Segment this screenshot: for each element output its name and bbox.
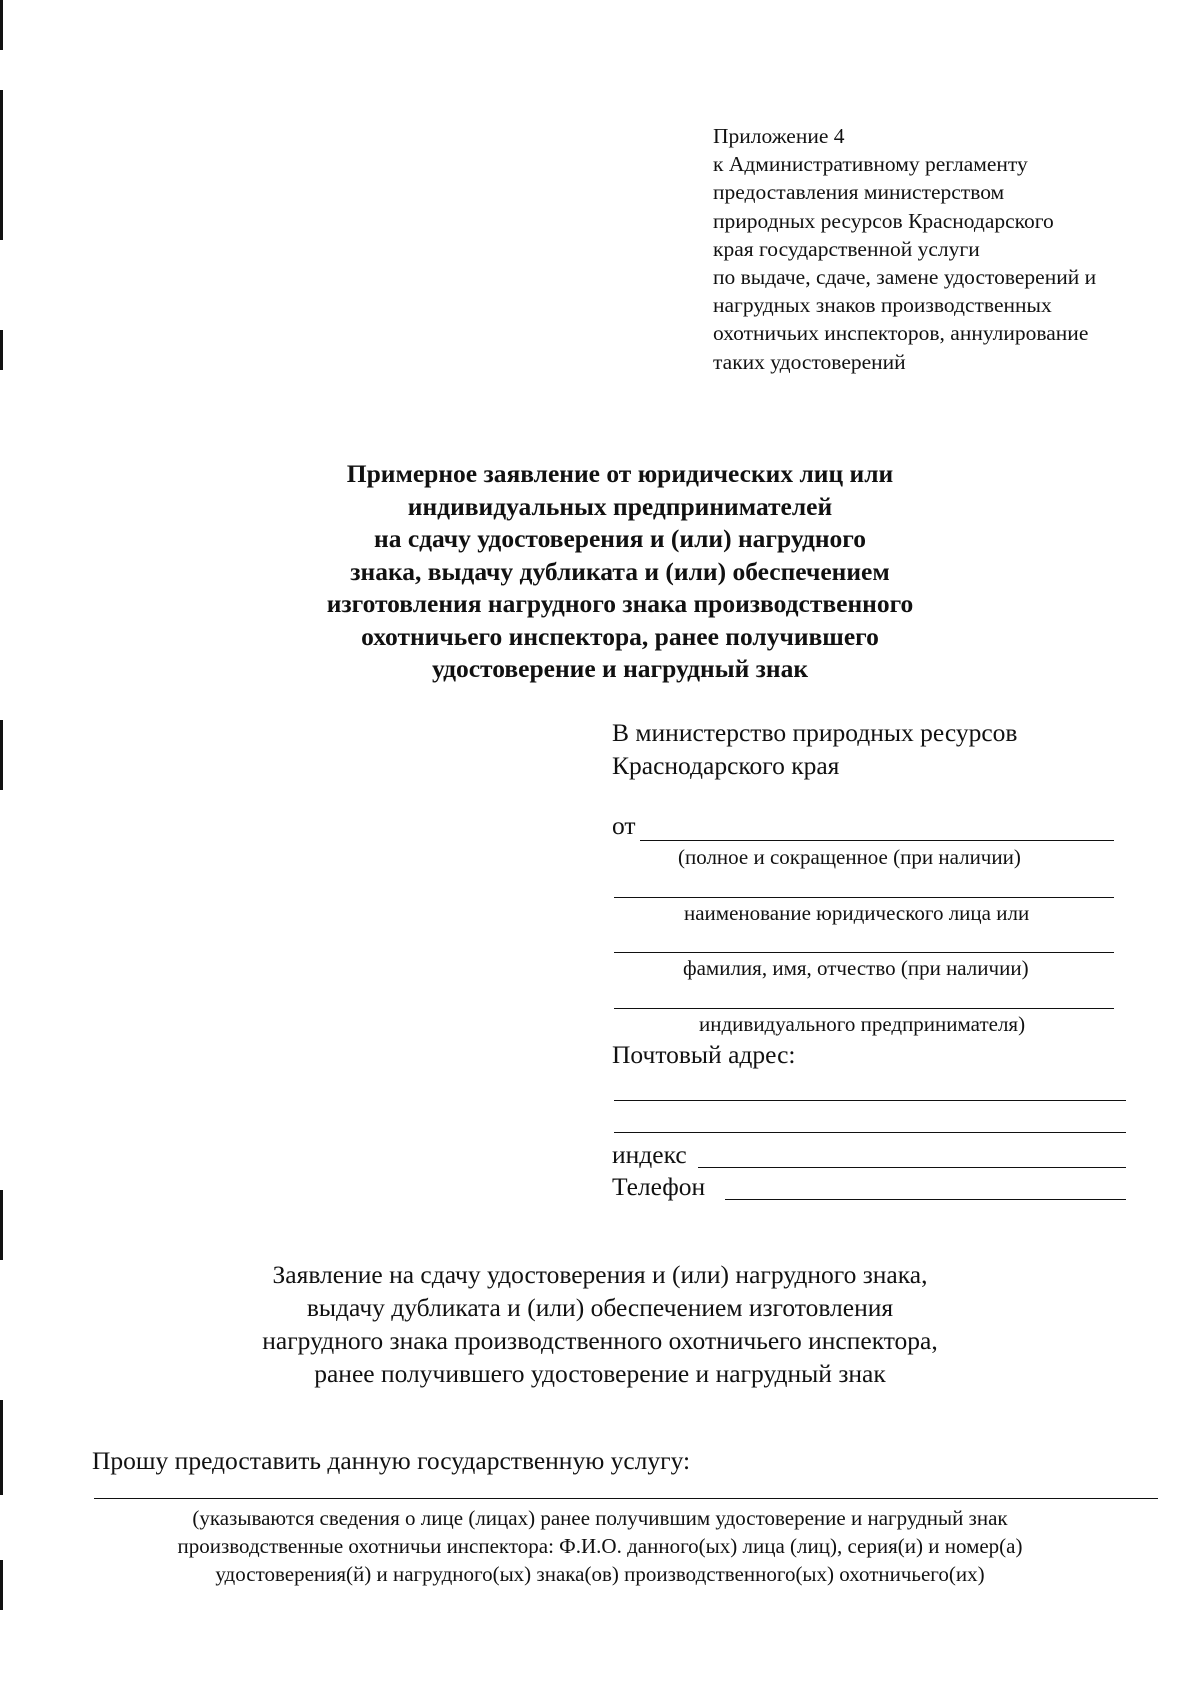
title-line: Примерное заявление от юридических лиц или <box>346 459 894 488</box>
index-field[interactable] <box>698 1167 1126 1168</box>
appendix-line: Приложение 4 <box>713 124 845 148</box>
request-text: Прошу предоставить данную государственную услугу: <box>92 1446 691 1475</box>
request-note-line: производственные охотничьи инспектора: Ф.И.О. данного(ых) лица (лиц), серия(и) и номер(а) <box>177 1534 1023 1558</box>
title-line: знака, выдачу дубликата и (или) обеспечением <box>350 556 890 586</box>
application-title-line: Заявление на сдачу удостоверения и (или) нагрудного знака, <box>272 1260 928 1289</box>
request-note <box>80 1504 1120 1588</box>
applicant-hint: (полное и сокращенное (при наличии) <box>678 845 1021 869</box>
scan-edge-mark <box>0 330 3 370</box>
appendix-header <box>713 122 1183 376</box>
request-details-field[interactable] <box>94 1498 1158 1499</box>
scan-edge-mark <box>0 720 3 790</box>
application-title-line: нагрудного знака производственного охотничьего инспектора, <box>262 1326 938 1355</box>
scan-edge-mark <box>0 1400 3 1495</box>
appendix-line: природных ресурсов Краснодарского <box>713 208 1054 233</box>
document-title <box>230 458 1010 686</box>
applicant-name-field-4[interactable] <box>614 1008 1114 1009</box>
appendix-line: охотничьих инспекторов, аннулирование <box>713 321 1089 346</box>
addressee-line: В министерство природных ресурсов <box>612 718 1018 747</box>
application-title <box>150 1258 1050 1390</box>
application-title-line: ранее получившего удостоверение и нагрудный знак <box>314 1359 886 1388</box>
postal-address-field[interactable] <box>614 1100 1126 1101</box>
applicant-name-field-3[interactable] <box>614 952 1114 953</box>
applicant-hint: фамилия, имя, отчество (при наличии) <box>683 956 1029 980</box>
title-line: индивидуальных предпринимателей <box>407 491 833 521</box>
from-label: от <box>612 811 636 840</box>
request-note-line: (указываются сведения о лице (лицах) ранее получившим удостоверение и нагрудный знак <box>192 1506 1008 1530</box>
applicant-name-field-2[interactable] <box>614 897 1114 898</box>
addressee-block <box>612 716 1132 782</box>
postal-address-label: Почтовый адрес: <box>612 1040 796 1069</box>
appendix-line: таких удостоверений <box>713 349 906 374</box>
scan-edge-mark <box>0 0 3 50</box>
appendix-line: к Административному регламенту <box>713 152 1028 177</box>
request-note-line: удостоверения(й) и нагрудного(ых) знака(ов) производственного(ых) охотничьего(их) <box>215 1562 985 1586</box>
appendix-line: предоставления министерством <box>713 180 1005 205</box>
postal-address-field-2[interactable] <box>614 1132 1126 1133</box>
scan-edge-mark <box>0 90 3 240</box>
title-line: охотничьего инспектора, ранее получившего <box>361 621 879 651</box>
index-label: индекс <box>612 1140 687 1169</box>
applicant-hint: индивидуального предпринимателя) <box>699 1012 1026 1036</box>
appendix-line: по выдаче, сдаче, замене удостоверений и <box>713 265 1097 290</box>
appendix-line: нагрудных знаков производственных <box>713 293 1052 318</box>
application-title-line: выдачу дубликата и (или) обеспечением изготовления <box>306 1293 894 1322</box>
appendix-line: края государственной услуги <box>713 236 980 261</box>
title-line: удостоверение и нагрудный знак <box>431 654 809 683</box>
title-line: изготовления нагрудного знака производственного <box>326 589 914 618</box>
applicant-name-field[interactable] <box>640 840 1114 841</box>
title-line: на сдачу удостоверения и (или) нагрудного <box>374 524 866 553</box>
addressee-line: Краснодарского края <box>612 751 840 780</box>
scan-edge-mark <box>0 1190 3 1260</box>
applicant-hint: наименование юридического лица или <box>684 901 1030 925</box>
phone-label: Телефон <box>612 1172 706 1201</box>
scan-edge-mark <box>0 1560 3 1610</box>
phone-field[interactable] <box>725 1199 1126 1200</box>
